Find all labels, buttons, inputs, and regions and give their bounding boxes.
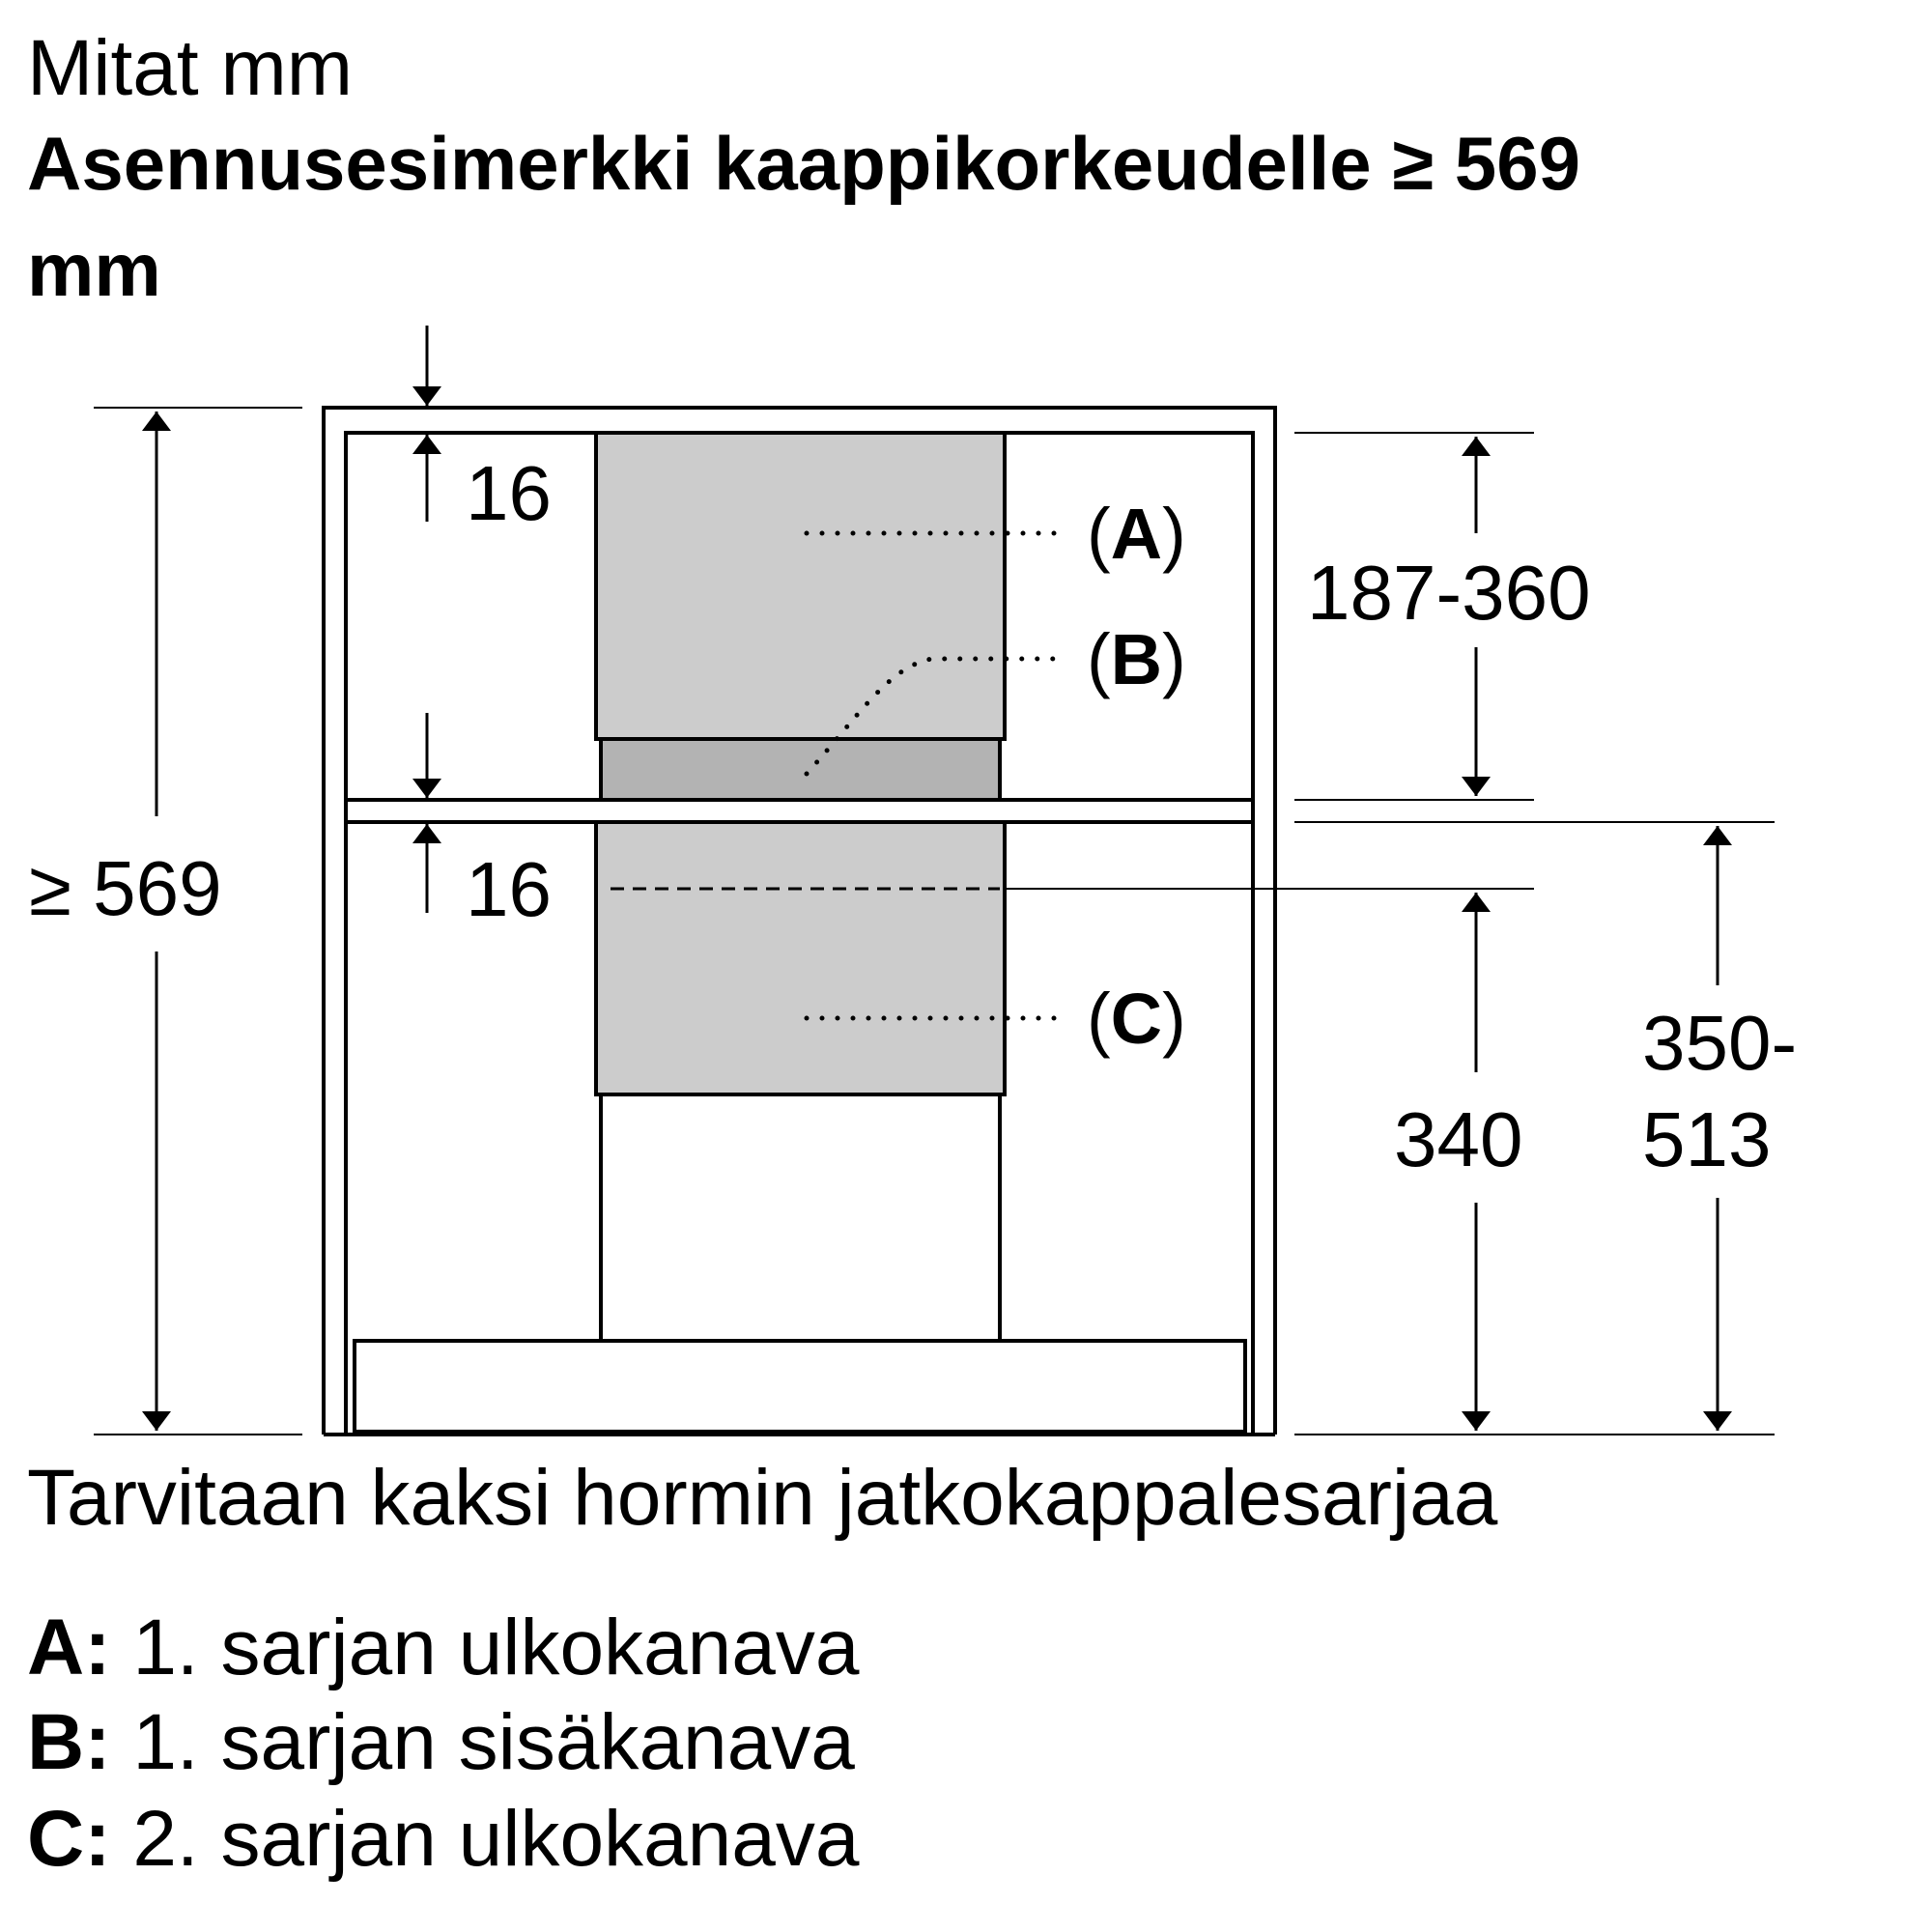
requirement-note: Tarvitaan kaksi hormin jatkokappalesarjaa [27, 1454, 1498, 1542]
legend-text: 1. sarjan ulkokanava [132, 1604, 860, 1691]
legend-key: B: [27, 1698, 111, 1786]
duct-c-outer [596, 822, 1005, 1094]
legend-key: C: [27, 1795, 111, 1883]
legend-text: 1. sarjan sisäkanava [132, 1698, 855, 1786]
dim-total-label: ≥ 569 [29, 845, 222, 931]
callout-b: (B) [1087, 619, 1186, 699]
duct-a-outer [596, 433, 1005, 739]
callout-a-letter: A [1110, 494, 1163, 574]
legend-item-b [27, 1698, 855, 1786]
dim-range-label-line1: 350- [1642, 1000, 1798, 1086]
legend-key: A: [27, 1604, 111, 1691]
callout-b-letter: B [1110, 619, 1163, 699]
dim-board-middle-label: 16 [466, 846, 552, 932]
legend-text: 2. sarjan ulkokanava [132, 1795, 860, 1883]
duct-b-inner [601, 739, 1000, 800]
legend-item-c [27, 1795, 860, 1883]
page-subtitle-continued: mm [27, 227, 161, 312]
page-title: Mitat mm [27, 24, 354, 112]
dim-lower-label: 340 [1394, 1096, 1523, 1182]
dim-range-label-line2: 513 [1642, 1096, 1772, 1182]
hood-body [601, 1094, 1000, 1341]
callout-c: (C) [1087, 979, 1186, 1059]
callout-a: (A) [1087, 494, 1186, 574]
dim-board-top-label: 16 [466, 450, 552, 536]
legend-item-a [27, 1604, 860, 1691]
dim-upper-label: 187-360 [1307, 550, 1591, 636]
callout-c-letter: C [1110, 979, 1163, 1059]
page-subtitle: Asennusesimerkki kaappikorkeudelle ≥ 569 [27, 121, 1580, 206]
